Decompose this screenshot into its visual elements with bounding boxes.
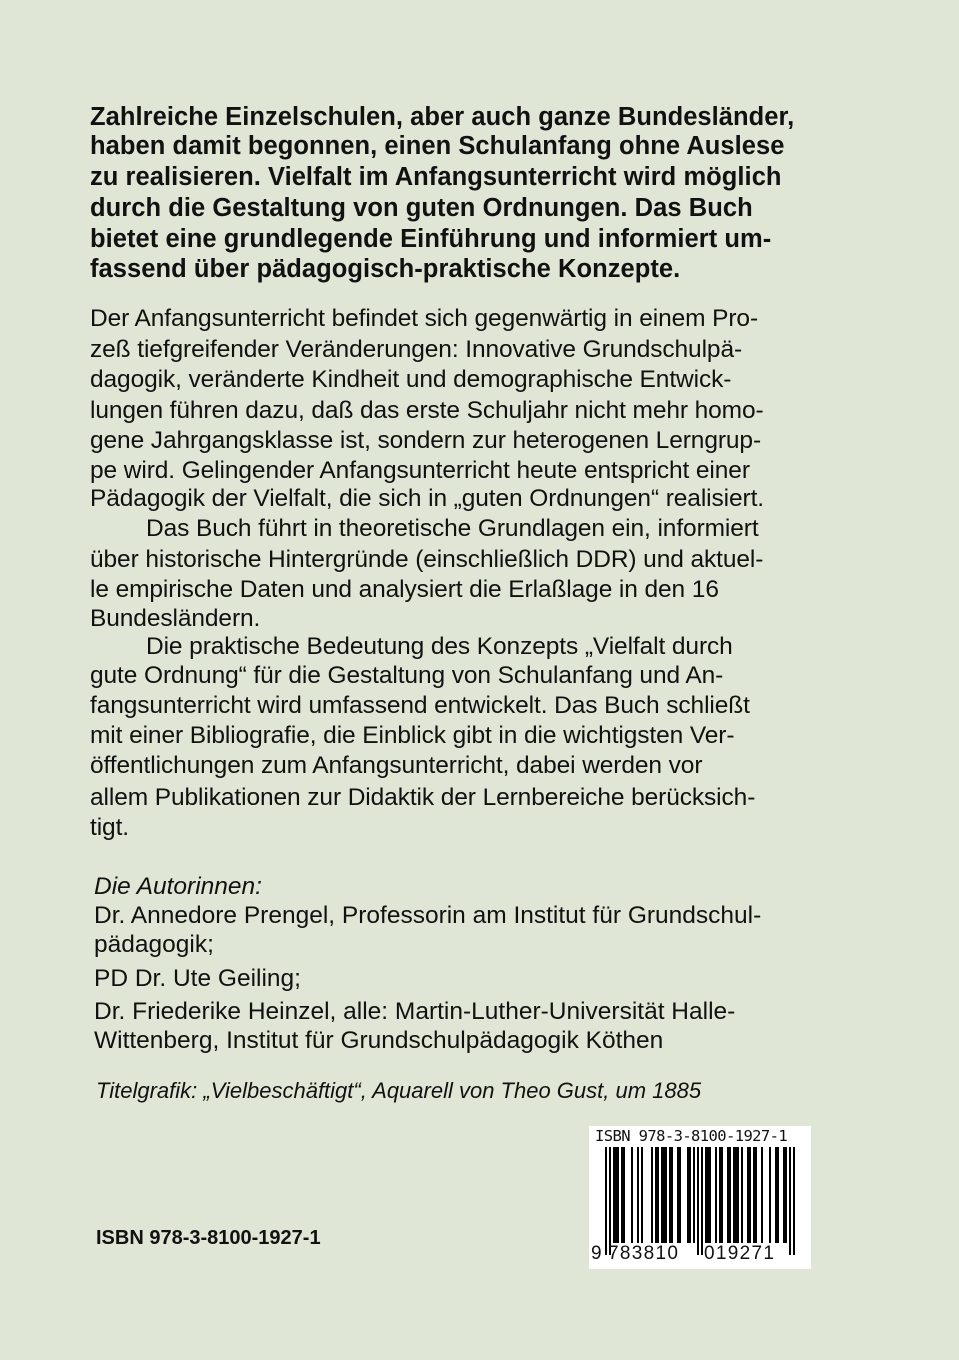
barcode-bar	[679, 1147, 681, 1243]
barcode-bar	[615, 1147, 617, 1243]
intro-line: haben damit begonnen, einen Schulanfang ohne Auslese	[90, 132, 785, 160]
description-line: fangsunterricht wird umfassend entwickelt. Das Buch schließt	[90, 692, 750, 719]
barcode-bar	[761, 1147, 763, 1243]
description-line: über historische Hintergründe (einschließlich DDR) und aktuel-	[90, 546, 764, 573]
barcode-bar	[671, 1147, 673, 1243]
barcode-bar	[747, 1147, 749, 1243]
barcode-bar	[621, 1147, 623, 1243]
description-line: le empirische Daten und analysiert die Erlaßlage in den 16	[90, 576, 719, 603]
description-line: pe wird. Gelingender Anfangsunterricht heute entspricht einer	[90, 457, 750, 484]
barcode-bar	[677, 1147, 679, 1243]
description-line: Die praktische Bedeutung des Konzepts „Vielfalt durch	[146, 633, 733, 660]
barcode-digits	[589, 1243, 811, 1267]
barcode-bar	[737, 1147, 739, 1243]
barcode-bar	[697, 1147, 699, 1255]
barcode-bar	[709, 1147, 711, 1243]
barcode-bar	[689, 1147, 691, 1243]
barcode-bar	[741, 1147, 743, 1243]
barcode	[589, 1126, 811, 1269]
barcode-bar	[753, 1147, 755, 1243]
description-line: dagogik, veränderte Kindheit und demographische Entwick-	[90, 366, 732, 393]
barcode-bar	[605, 1147, 607, 1255]
barcode-bar	[617, 1147, 619, 1243]
barcode-bar	[783, 1147, 785, 1243]
description-line: mit einer Bibliografie, die Einblick gibt in die wichtigsten Ver-	[90, 722, 735, 749]
barcode-bar	[637, 1147, 639, 1243]
description-line: zeß tiefgreifender Veränderungen: Innovative Grundschulpä-	[90, 336, 743, 363]
author-line: Wittenberg, Institut für Grundschulpädagogik Köthen	[94, 1027, 664, 1054]
barcode-bar	[755, 1147, 757, 1243]
description-line: Bundesländern.	[90, 605, 261, 632]
barcode-bar	[715, 1147, 717, 1243]
barcode-bar	[661, 1147, 663, 1243]
barcode-bar	[707, 1147, 709, 1243]
barcode-bar	[721, 1147, 723, 1243]
barcode-bar	[693, 1147, 695, 1243]
description-line: Der Anfangsunterricht befindet sich gegenwärtig in einem Pro-	[90, 305, 759, 332]
barcode-bar	[631, 1147, 633, 1243]
title-graphic-credit: Titelgrafik: „Vielbeschäftigt“, Aquarell von Theo Gust, um 1885	[96, 1078, 702, 1103]
barcode-bar	[733, 1147, 735, 1243]
barcode-isbn-label: ISBN 978-3-8100-1927-1	[595, 1127, 788, 1145]
barcode-bar	[749, 1147, 751, 1243]
barcode-bar	[769, 1147, 771, 1243]
description-line: öffentlichungen zum Anfangsunterricht, dabei werden vor	[90, 752, 703, 779]
barcode-right-digits: 019271	[704, 1243, 776, 1264]
barcode-bar	[785, 1147, 787, 1243]
intro-line: fassend über pädagogisch-praktische Konzepte.	[90, 255, 681, 283]
description-line: gute Ordnung“ für die Gestaltung von Schulanfang und An-	[90, 662, 724, 689]
barcode-bar	[657, 1147, 659, 1243]
barcode-bar	[789, 1147, 791, 1255]
author-line: pädagogik;	[94, 931, 214, 958]
description-line: gene Jahrgangsklasse ist, sondern zur heterogenen Lerngrup-	[90, 427, 762, 454]
barcode-bar	[665, 1147, 667, 1243]
barcode-first-digit: 9	[591, 1243, 603, 1264]
barcode-bar	[701, 1147, 703, 1255]
barcode-bar	[775, 1147, 777, 1243]
description-line: Pädagogik der Vielfalt, die sich in „guten Ordnungen“ realisiert.	[90, 485, 764, 512]
barcode-bar	[651, 1147, 653, 1243]
description-line: tigt.	[90, 814, 129, 841]
author-line: Dr. Friederike Heinzel, alle: Martin-Luther-Universität Halle-	[94, 998, 736, 1025]
barcode-bar	[729, 1147, 731, 1243]
barcode-bar	[623, 1147, 625, 1243]
barcode-bars	[601, 1147, 801, 1255]
description-line: allem Publikationen zur Didaktik der Lernbereiche berücksich-	[90, 784, 756, 811]
barcode-bar	[609, 1147, 611, 1255]
author-line: PD Dr. Ute Geiling;	[94, 965, 301, 992]
barcode-bar	[663, 1147, 665, 1243]
description-line: lungen führen dazu, daß das erste Schuljahr nicht mehr homo-	[90, 397, 764, 424]
intro-line: Zahlreiche Einzelschulen, aber auch ganze Bundesländer,	[90, 103, 795, 131]
isbn-text: ISBN 978-3-8100-1927-1	[96, 1227, 321, 1249]
barcode-bar	[793, 1147, 795, 1255]
barcode-bar	[777, 1147, 779, 1243]
authors-heading: Die Autorinnen:	[94, 873, 262, 900]
barcode-bar	[655, 1147, 657, 1243]
barcode-bar	[687, 1147, 689, 1243]
barcode-bar	[613, 1147, 615, 1243]
barcode-bar	[727, 1147, 729, 1243]
barcode-bar	[735, 1147, 737, 1243]
intro-line: durch die Gestaltung von guten Ordnungen. Das Buch	[90, 194, 753, 222]
author-line: Dr. Annedore Prengel, Professorin am Institut für Grundschul-	[94, 902, 762, 929]
barcode-bar	[669, 1147, 671, 1243]
barcode-bar	[641, 1147, 643, 1243]
description-line: Das Buch führt in theoretische Grundlagen ein, informiert	[146, 515, 759, 542]
intro-line: bietet eine grundlegende Einführung und informiert um-	[90, 225, 772, 253]
barcode-bar	[705, 1147, 707, 1243]
barcode-left-digits: 783810	[608, 1243, 680, 1264]
intro-line: zu realisieren. Vielfalt im Anfangsunterricht wird möglich	[90, 163, 782, 191]
barcode-bar	[719, 1147, 721, 1243]
